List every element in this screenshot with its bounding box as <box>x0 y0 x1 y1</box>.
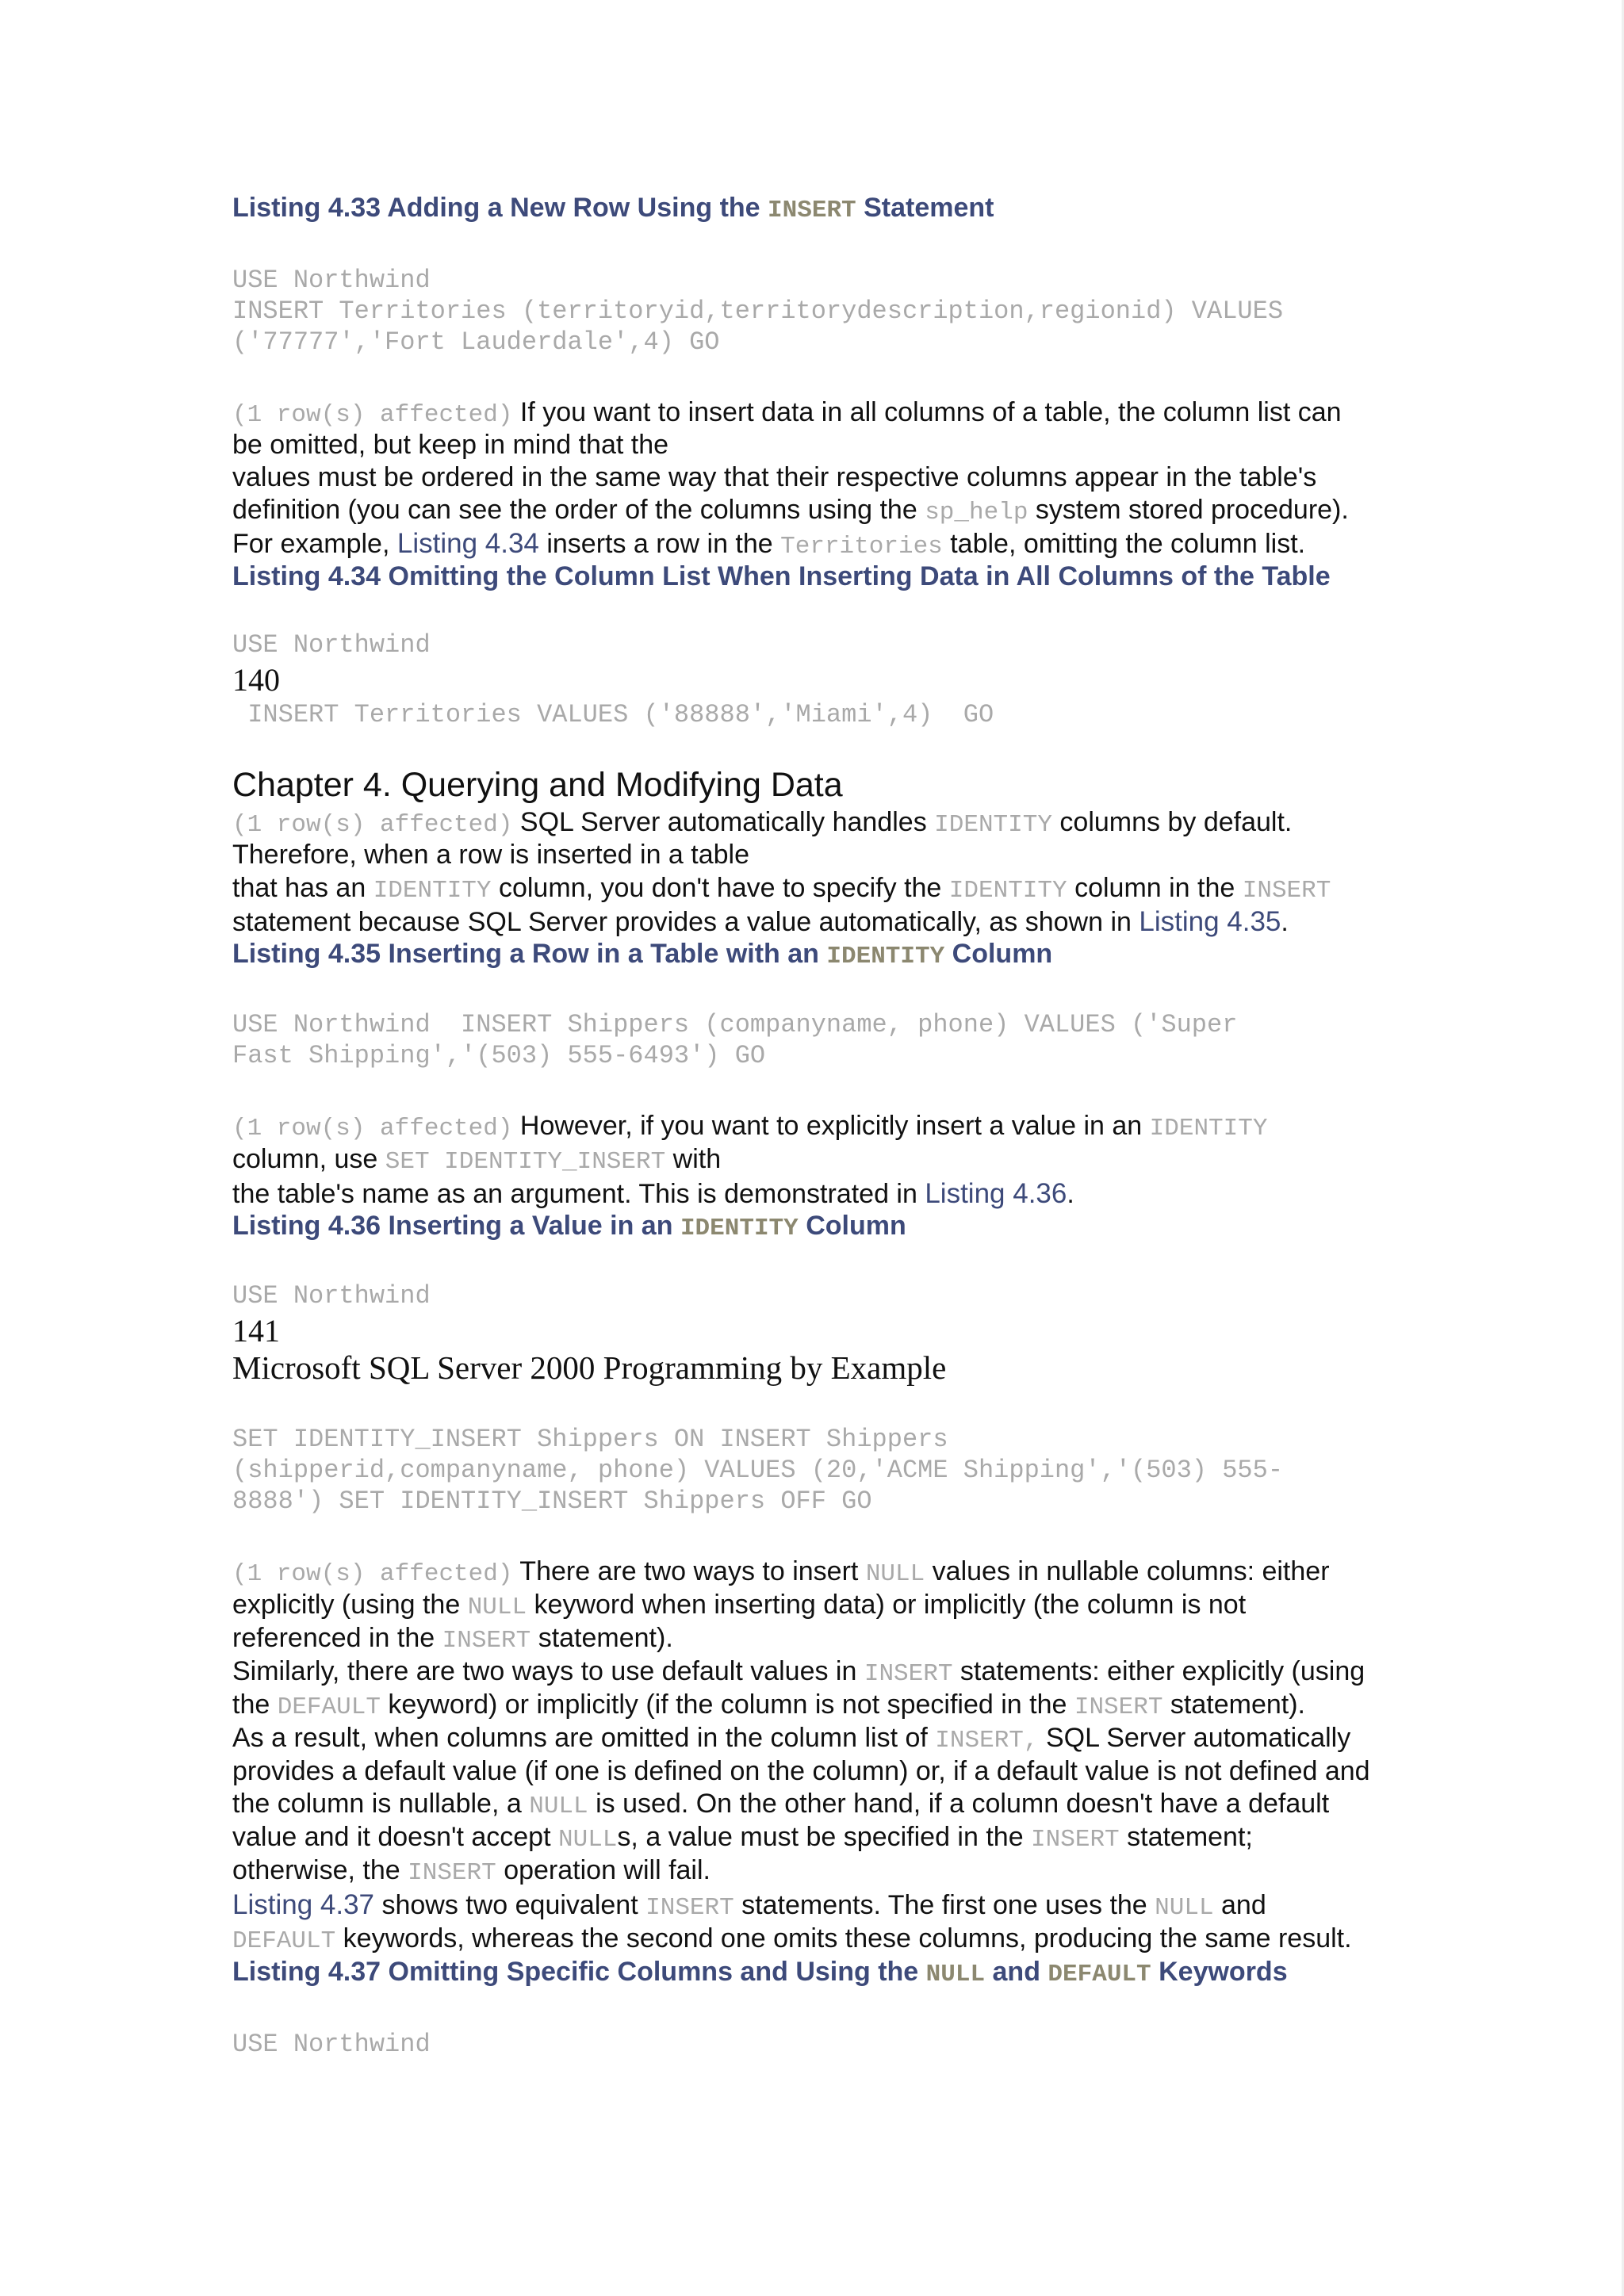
page-number: 141 <box>232 1313 280 1349</box>
body-line: the table's name as an argument. This is demonstrated in Listing 4.36. <box>232 1178 1074 1209</box>
code-line: 8888') SET IDENTITY_INSERT Shippers OFF GO <box>232 1487 872 1516</box>
body-line: column, use SET IDENTITY_INSERT with <box>232 1144 722 1176</box>
body-line: statement because SQL Server provides a value automatically, as shown in Listing 4.35. <box>232 906 1289 937</box>
body-line: referenced in the INSERT statement). <box>232 1623 673 1655</box>
body-line: provides a default value (if one is defined on the column) or, if a default value is not defined and <box>232 1756 1370 1786</box>
body-line: (1 row(s) affected) There are two ways to insert NULL values in nullable columns: either <box>232 1556 1330 1588</box>
listing-4-36-heading: Listing 4.36 Inserting a Value in an IDENTITY Column <box>232 1211 906 1242</box>
code-line: Fast Shipping','(503) 555-6493') GO <box>232 1041 766 1070</box>
body-line: (1 row(s) affected) However, if you want to explicitly insert a value in an IDENTITY <box>232 1111 1268 1142</box>
body-line: the DEFAULT keyword) or implicitly (if the column is not specified in the INSERT statement). <box>232 1689 1305 1721</box>
listing-4-37-heading: Listing 4.37 Omitting Specific Columns and Using the NULL and DEFAULT Keywords <box>232 1957 1288 1988</box>
listing-4-33-heading: Listing 4.33 Adding a New Row Using the INSERT Statement <box>232 193 994 224</box>
listing-4-35-heading: Listing 4.35 Inserting a Row in a Table with an IDENTITY Column <box>232 939 1053 970</box>
body-line: that has an IDENTITY column, you don't have to specify the IDENTITY column in the INSERT <box>232 873 1331 905</box>
body-line: DEFAULT keywords, whereas the second one omits these columns, producing the same result. <box>232 1923 1352 1955</box>
listing-4-34-heading: Listing 4.34 Omitting the Column List When Inserting Data in All Columns of the Table <box>232 561 1331 591</box>
body-line: (1 row(s) affected) If you want to insert data in all columns of a table, the column list can <box>232 397 1342 429</box>
code-line: SET IDENTITY_INSERT Shippers ON INSERT Shippers <box>232 1425 948 1454</box>
code-line: USE Northwind <box>232 2030 431 2059</box>
body-line: the column is nullable, a NULL is used. On the other hand, if a column doesn't have a default <box>232 1789 1330 1820</box>
book-title: Microsoft SQL Server 2000 Programming by Example <box>232 1349 947 1386</box>
body-line: Similarly, there are two ways to use default values in INSERT statements: either explicitly (using <box>232 1656 1365 1688</box>
page-number: 140 <box>232 662 280 698</box>
body-line: Therefore, when a row is inserted in a table <box>232 840 750 870</box>
code-line: USE Northwind <box>232 630 431 660</box>
body-line: As a result, when columns are omitted in the column list of INSERT, SQL Server automatically <box>232 1723 1351 1755</box>
listing-4-34-link[interactable]: Listing 4.34 <box>396 528 539 559</box>
body-line: explicitly (using the NULL keyword when inserting data) or implicitly (the column is not <box>232 1590 1247 1621</box>
code-line: USE Northwind <box>232 266 431 295</box>
chapter-title: Chapter 4. Querying and Modifying Data <box>232 766 843 804</box>
body-line: be omitted, but keep in mind that the <box>232 430 669 460</box>
body-line: Listing 4.37 shows two equivalent INSERT statements. The first one uses the NULL and <box>232 1889 1266 1922</box>
body-line: otherwise, the INSERT operation will fail. <box>232 1855 710 1887</box>
code-line: INSERT Territories (territoryid,territorydescription,regionid) VALUES <box>232 297 1284 326</box>
code-line: USE Northwind <box>232 1281 431 1311</box>
code-line: INSERT Territories VALUES ('88888','Miami',4) GO <box>232 700 994 729</box>
code-line: USE Northwind INSERT Shippers (companyname, phone) VALUES ('Super <box>232 1010 1238 1039</box>
listing-4-35-link[interactable]: Listing 4.35 <box>1139 906 1281 937</box>
code-line: ('77777','Fort Lauderdale',4) GO <box>232 327 720 357</box>
listing-4-36-link[interactable]: Listing 4.36 <box>925 1178 1067 1209</box>
body-line: value and it doesn't accept NULLs, a value must be specified in the INSERT statement; <box>232 1822 1253 1854</box>
body-line: values must be ordered in the same way that their respective columns appear in the table's <box>232 462 1317 492</box>
listing-4-37-link[interactable]: Listing 4.37 <box>232 1889 375 1920</box>
body-line: definition (you can see the order of the columns using the sp_help system stored procedure). <box>232 495 1349 526</box>
body-line: (1 row(s) affected) SQL Server automatically handles IDENTITY columns by default. <box>232 807 1293 839</box>
body-line: For example, Listing 4.34 inserts a row in the Territories table, omitting the column list. <box>232 528 1306 561</box>
code-line: (shipperid,companyname, phone) VALUES (20,'ACME Shipping','(503) 555- <box>232 1456 1284 1485</box>
